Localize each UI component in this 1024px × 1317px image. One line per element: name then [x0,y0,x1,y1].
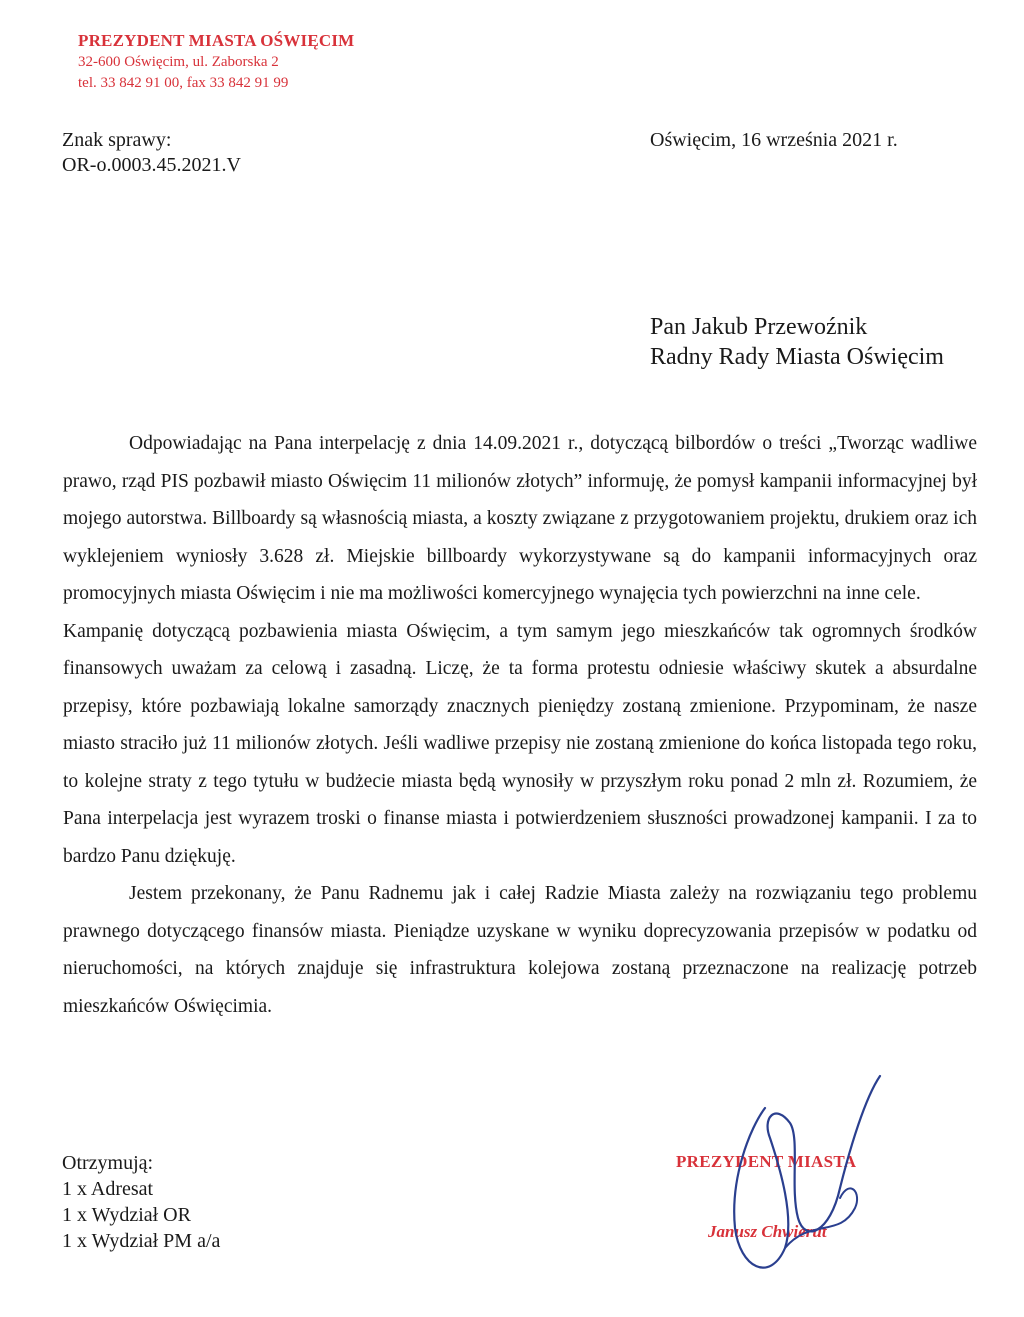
recipient-name: Pan Jakub Przewoźnik [650,314,868,340]
letterhead-title: PREZYDENT MIASTA OŚWIĘCIM [78,31,355,50]
body-paragraph-2: Kampanię dotyczącą pozbawienia miasta Oświęcim, a tym samym jego mieszkańców tak ogromnych środków finansowych uważam za celową i zasadną. Liczę, że ta forma protestu odniesie właściwy skutek a absurdalne przepisy, które pozbawiają lokalne samorządy znacznych pieniędzy zostaną zmienione. Przypominam, że nasze miasto straciło już 11 milionów złotych. Jeśli wadliwe przepisy nie zostaną zmienione do końca listopada tego roku, to kolejne straty z tego tytułu w budżecie miasta będą wynosiły w przyszłym roku ponad 2 mln zł. Rozumiem, że Pana interpelacja jest wyrazem troski o finanse miasta i potwierdzeniem słuszności prowadzonej kampanii. I za to bardzo Panu dziękuję. [63,620,977,867]
distribution-item: 1 x Adresat [62,1178,154,1200]
distribution-item: 1 x Wydział OR [62,1204,191,1226]
recipient-title: Radny Rady Miasta Oświęcim [650,344,944,370]
letterhead-contact: tel. 33 842 91 00, fax 33 842 91 99 [78,75,289,91]
distribution-list [62,1150,220,1254]
handwritten-signature [690,1068,890,1288]
letterhead-stamp [78,30,354,94]
body-paragraph-3: Jestem przekonany, że Panu Radnemu jak i całej Radzie Miasta zależy na rozwiązaniu tego problemu prawnego dotyczącego finansów miasta. Pieniądze uzyskane w wyniku doprecyzowania przepisów w podatku od nieruchomości, na których znajduje się infrastruktura kolejowa zostaną przeznaczone na realizację potrzeb mieszkańców Oświęcimia. [63,883,977,1017]
recipient-block [650,312,944,372]
signature-stamp-name: Janusz Chwierut [708,1222,827,1241]
letter-body [63,425,977,1025]
signature-stamp-title: PREZYDENT MIASTA [676,1152,857,1171]
letter-date: Oświęcim, 16 września 2021 r. [650,129,898,151]
distribution-label: Otrzymują: [62,1152,154,1174]
reference-label: Znak sprawy: [62,129,172,151]
reference-block [62,128,241,178]
letterhead-address: 32-600 Oświęcim, ul. Zaborska 2 [78,54,279,70]
body-paragraph-1: Odpowiadając na Pana interpelację z dnia 14.09.2021 r., dotyczącą bilbordów o treści „Tworząc wadliwe prawo, rząd PIS pozbawił miasto Oświęcim 11 milionów złotych” informuję, że pomysł kampanii informacyjnej był mojego autorstwa. Billboardy są własnością miasta, a koszty związane z przygotowaniem projektu, drukiem oraz ich wyklejeniem wyniosły 3.628 zł. Miejskie billboardy wykorzystywane są do kampanii informacyjnych oraz promocyjnych miasta Oświęcim i nie ma możliwości komercyjnego wynajęcia tych powierzchni na inne cele. [63,433,977,604]
reference-number: OR-o.0003.45.2021.V [62,154,241,176]
distribution-item: 1 x Wydział PM a/a [62,1230,221,1252]
